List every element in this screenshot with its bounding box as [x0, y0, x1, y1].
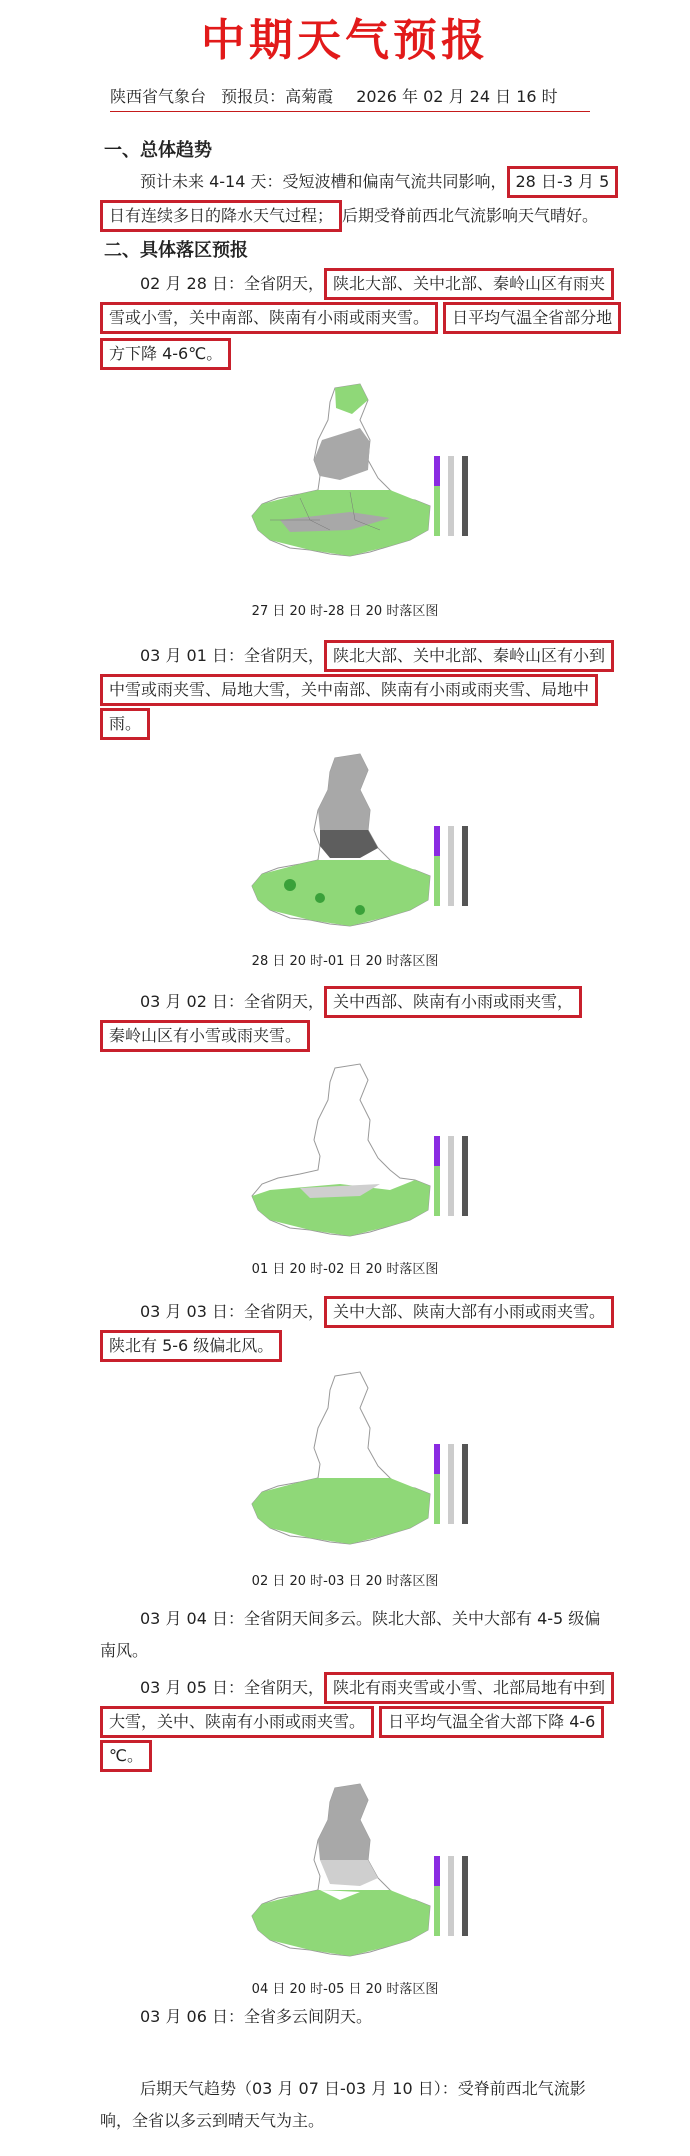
meta-line	[110, 84, 590, 112]
day-line	[100, 338, 231, 370]
highlight-box: 28 日-3 月 5	[507, 166, 619, 198]
highlight-box: 关中西部、陕南有小雨或雨夹雪，	[324, 986, 582, 1018]
later-trend-line2: 响，全省以多云到晴天气为主。	[100, 2111, 325, 2130]
highlight-box: 日有连续多日的降水天气过程；	[100, 200, 342, 232]
highlight-box: 陕北有雨夹雪或小雪、北部局地有中到	[324, 1672, 614, 1704]
highlight-box: 日平均气温全省大部下降 4-6	[379, 1706, 604, 1738]
legend	[432, 1438, 492, 1528]
highlight-box: 中雪或雨夹雪、局地大雪，关中南部、陕南有小雨或雨夹雪、局地中	[100, 674, 598, 706]
page-title: 中期天气预报	[201, 15, 489, 66]
meta-org: 陕西省气象台	[110, 87, 207, 106]
section-heading-overall: 一、总体趋势	[104, 140, 212, 161]
day-line	[100, 1740, 152, 1772]
highlight-box: ℃。	[100, 1740, 152, 1772]
day-line	[100, 302, 621, 334]
highlight-box: 关中大部、陕南大部有小雨或雨夹雪。	[324, 1296, 614, 1328]
legend	[432, 1850, 492, 1940]
legend	[432, 820, 492, 910]
highlight-box: 陕北大部、关中北部、秦岭山区有雨夹	[324, 268, 614, 300]
overall-para-line2: 日有连续多日的降水天气过程； 后期受脊前西北气流影响天气晴好。	[100, 200, 598, 232]
day-line	[100, 1020, 310, 1052]
map-caption: 01 日 20 时-02 日 20 时落区图	[251, 1262, 439, 1277]
highlight-box: 方下降 4-6℃。	[100, 338, 231, 370]
meta-datetime: 2026 年 02 月 24 日 16 时	[356, 87, 558, 106]
precip-map	[240, 380, 480, 570]
day-line	[100, 674, 598, 706]
legend	[432, 450, 492, 540]
legend	[432, 1130, 492, 1220]
day-line	[100, 1706, 604, 1738]
day-line: 03 月 06 日：全省多云间阴天。	[140, 2007, 372, 2026]
highlight-box: 雪或小雪，关中南部、陕南有小雨或雨夹雪。	[100, 302, 438, 334]
highlight-box: 日平均气温全省部分地	[443, 302, 621, 334]
overall-para-line1: 预计未来 4-14 天：受短波槽和偏南气流共同影响， 28 日-3 月 5	[140, 166, 618, 198]
day-line: 03 月 01 日：全省阴天， 陕北大部、关中北部、秦岭山区有小到	[140, 640, 614, 672]
day-line: 03 月 05 日：全省阴天， 陕北有雨夹雪或小雪、北部局地有中到	[140, 1672, 614, 1704]
day-line: 03 月 02 日：全省阴天， 关中西部、陕南有小雨或雨夹雪，	[140, 986, 582, 1018]
highlight-box: 秦岭山区有小雪或雨夹雪。	[100, 1020, 310, 1052]
precip-map	[240, 750, 480, 940]
map-caption: 28 日 20 时-01 日 20 时落区图	[251, 954, 439, 969]
precip-map	[240, 1060, 480, 1250]
precip-map	[240, 1368, 480, 1558]
highlight-box: 陕北有 5-6 级偏北风。	[100, 1330, 282, 1362]
day-line: 03 月 04 日：全省阴天间多云。陕北大部、关中大部有 4-5 级偏	[140, 1609, 601, 1628]
highlight-box: 大雪，关中、陕南有小雨或雨夹雪。	[100, 1706, 374, 1738]
highlight-box: 陕北大部、关中北部、秦岭山区有小到	[324, 640, 614, 672]
day-line: 03 月 03 日：全省阴天， 关中大部、陕南大部有小雨或雨夹雪。	[140, 1296, 614, 1328]
map-caption: 04 日 20 时-05 日 20 时落区图	[251, 1982, 439, 1997]
map-caption: 02 日 20 时-03 日 20 时落区图	[251, 1574, 439, 1589]
meta-forecaster-label: 预报员：	[221, 87, 286, 106]
section-heading-detail: 二、具体落区预报	[104, 240, 248, 261]
precip-map	[240, 1780, 480, 1970]
map-caption: 27 日 20 时-28 日 20 时落区图	[251, 604, 439, 619]
day-line: 南风。	[100, 1641, 149, 1660]
meta-forecaster: 高菊霞	[285, 87, 334, 106]
day-line	[100, 708, 150, 740]
later-trend-line1: 后期天气趋势（03 月 07 日-03 月 10 日）：受脊前西北气流影	[140, 2079, 586, 2098]
day-line: 02 月 28 日：全省阴天， 陕北大部、关中北部、秦岭山区有雨夹	[140, 268, 614, 300]
day-line	[100, 1330, 282, 1362]
highlight-box: 雨。	[100, 708, 150, 740]
